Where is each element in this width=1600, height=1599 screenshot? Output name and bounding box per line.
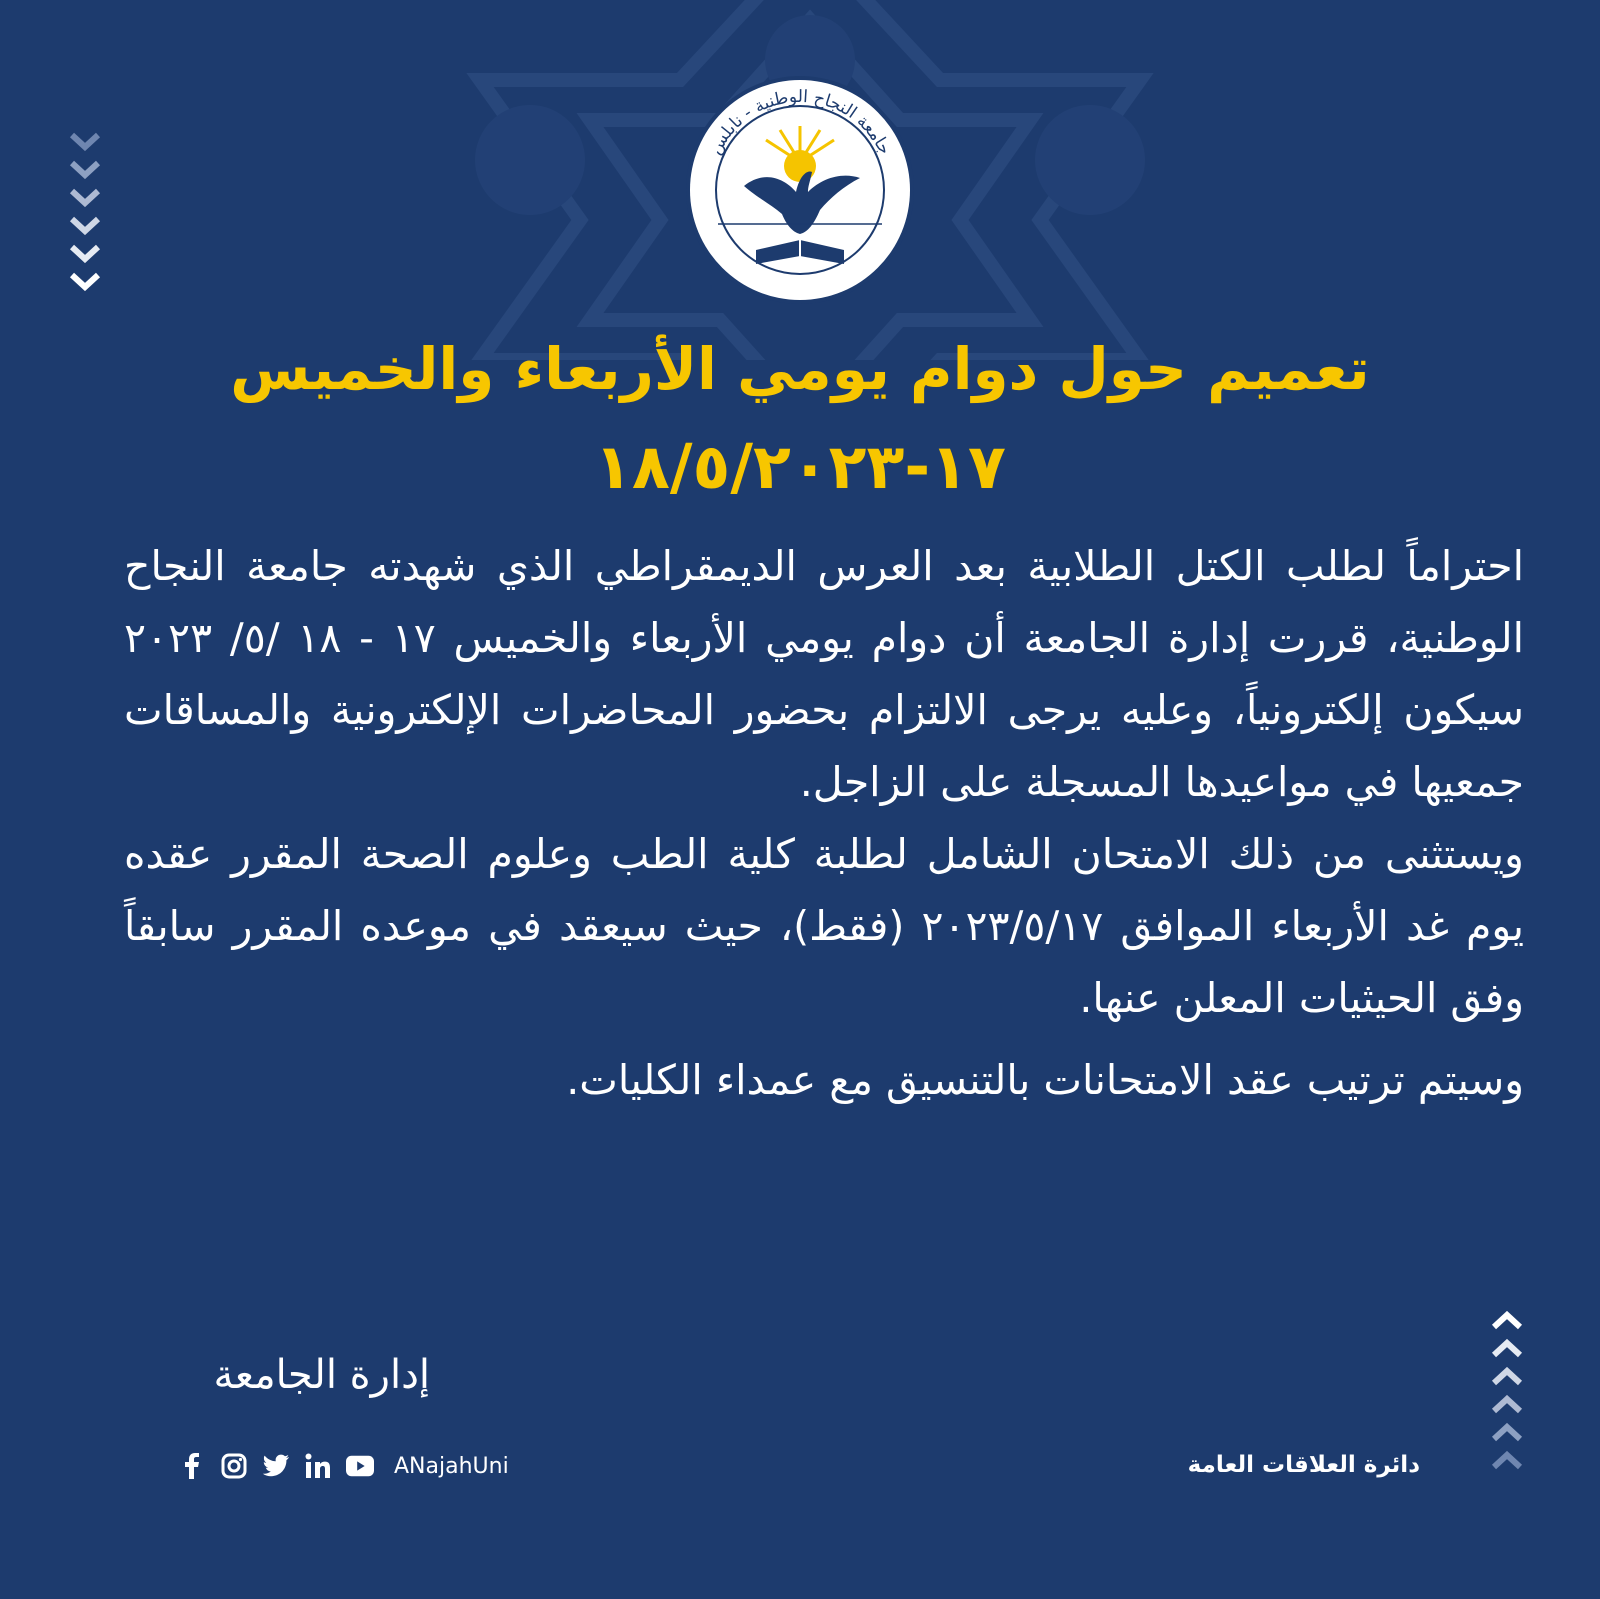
announcement-body	[124, 530, 1524, 1116]
youtube-icon[interactable]	[346, 1452, 374, 1480]
seal-inscription: جامعة النجاح الوطنية - نابلس	[705, 86, 895, 158]
chevron-stack-right	[1490, 1306, 1524, 1474]
chevron-up-icon	[1490, 1393, 1524, 1415]
university-seal	[684, 74, 916, 306]
chevron-up-icon	[1490, 1421, 1524, 1443]
instagram-icon[interactable]	[220, 1452, 248, 1480]
signature: إدارة الجامعة	[213, 1352, 430, 1398]
linkedin-icon[interactable]	[304, 1452, 332, 1480]
chevron-down-icon	[68, 159, 102, 181]
chevron-down-icon	[68, 243, 102, 265]
chevron-up-icon	[1490, 1309, 1524, 1331]
page-title-date: ١٧-١٨/٥/٢٠٢٣	[594, 430, 1006, 503]
chevron-down-icon	[68, 187, 102, 209]
chevron-down-icon	[68, 131, 102, 153]
page-title: تعميم حول دوام يومي الأربعاء والخميس	[230, 335, 1370, 403]
department-name: دائرة العلاقات العامة	[1187, 1452, 1420, 1478]
chevron-up-icon	[1490, 1449, 1524, 1471]
twitter-icon[interactable]	[262, 1452, 290, 1480]
chevron-stack-left	[68, 128, 102, 296]
chevron-up-icon	[1490, 1365, 1524, 1387]
facebook-icon[interactable]	[178, 1452, 206, 1480]
paragraph-3: وسيتم ترتيب عقد الامتحانات بالتنسيق مع عمداء الكليات.	[566, 1056, 1524, 1104]
social-handle[interactable]: ANajahUni	[394, 1453, 509, 1479]
paragraph-2: ويستثنى من ذلك الامتحان الشامل لطلبة كلية الطب وعلوم الصحة المقرر عقده يوم غد الأربعاء الموافق ٢٠٢٣/٥/١٧ (فقط)، حيث سيعقد في موعده المقرر سابقاً وفق الحيثيات المعلن عنها.	[124, 830, 1524, 1022]
chevron-up-icon	[1490, 1337, 1524, 1359]
chevron-down-icon	[68, 271, 102, 293]
paragraph-1: احتراماً لطلب الكتل الطلابية بعد العرس الديمقراطي الذي شهدته جامعة النجاح الوطنية، قررت إدارة الجامعة أن دوام يومي الأربعاء والخميس ١٧ - ١٨ /٥/ ٢٠٢٣ سيكون إلكترونياً، وعليه يرجى الالتزام بحضور المحاضرات الإلكترونية والمساقات جمعيها في مواعيدها المسجلة على الزاجل.	[124, 542, 1524, 806]
social-links	[178, 1452, 509, 1480]
chevron-down-icon	[68, 215, 102, 237]
